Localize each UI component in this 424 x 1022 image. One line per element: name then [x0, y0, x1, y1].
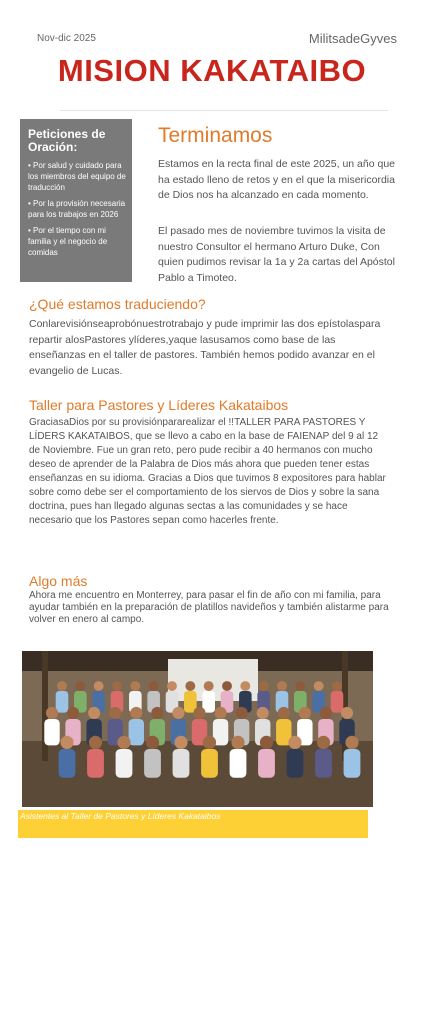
more-heading: Algo más — [29, 573, 88, 589]
group-photo-image — [22, 651, 373, 807]
photo-caption: Asistentes al Taller de Pastores y Líderes Kakataibos — [20, 811, 221, 821]
workshop-paragraph: GraciasaDios por su provisiónpararealizar el !!TALLER PARA PASTORES Y LÍDERS KAKATAIBOS, que se llevo a cabo en la base de FAIENAP del 9 al 12 de Noviembre. Fue un gran reto, pero pude recibir a 40 hermanos con mucho deseo de aprender de la Palabra de Dios más ahora que pueden tener estas enseñanzas en su idioma. Gracias a Dios que tuvimos 8 expositores para hablar sobre como debe ser el comportamiento de los siervos de Dios y sobre la sana doctrina, pues han llegado algunas sectas a las comunidades y se hace necesario que los Pastores sepan como hacerles frente. — [29, 417, 386, 526]
prayer-requests-list — [28, 160, 126, 258]
translation-paragraph: Conlarevisiónseaprobónuestrotrabajo y pude imprimir las dos epístolaspara repartir alosPastores ylíderes,yaque lasusamos como base de las enseñanzas en el taller de pastores. También hemos podido avanzar en el evangelio de Lucas. — [29, 318, 381, 377]
prayer-request-item: • Por el tiempo con mi familia y el negocio de comidas — [28, 225, 126, 258]
prayer-requests-box — [20, 119, 132, 282]
more-paragraph: Ahora me encuentro en Monterrey, para pasar el fin de año con mi familia, para ayudar también en la preparación de platillos navideños y también alistarme para volver en enero al campo. — [29, 590, 389, 625]
translation-heading: ¿Qué estamos traduciendo? — [29, 296, 206, 312]
header-divider — [60, 110, 388, 111]
main-heading: Terminamos — [158, 124, 273, 147]
prayer-requests-title: Peticiones de Oración: — [28, 127, 106, 154]
consultant-paragraph: El pasado mes de noviembre tuvimos la visita de nuestro Consultor el hermano Arturo Duke, Con quien pudimos revisar la 1a y 2a cartas del Apóstol Pablo a Timoteo. — [158, 225, 395, 284]
photo-caption-bar — [18, 810, 368, 838]
author-name: MilitsadeGyves — [308, 31, 397, 46]
issue-date: Nov-dic 2025 — [37, 33, 96, 44]
prayer-request-item: • Por salud y cuidado para los miembros del equipo de traducción — [28, 160, 126, 193]
prayer-request-item: • Por la provisión necesaria para los trabajos en 2026 — [28, 198, 126, 220]
intro-paragraph: Estamos en la recta final de este 2025, un año que ha estado lleno de retos y en el que la misericordia de Dios nos ha alcanzado en cada momento. — [158, 158, 395, 201]
group-photo — [22, 651, 373, 807]
workshop-heading: Taller para Pastores y Líderes Kakataibos — [29, 397, 289, 413]
newsletter-title: MISION KAKATAIBO — [57, 53, 367, 88]
